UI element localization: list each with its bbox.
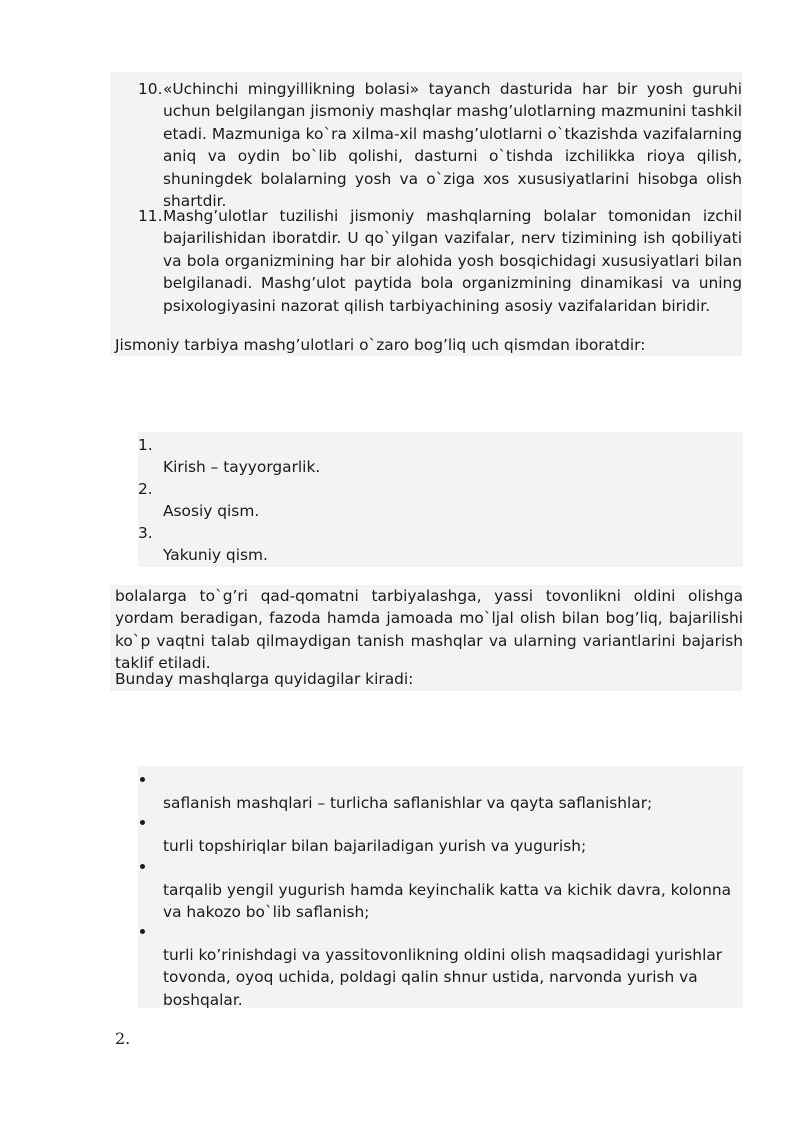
- part-text-3: Yakuniy qism.: [163, 546, 268, 564]
- numbered-item-10: [138, 78, 742, 212]
- bullet-dot-3: [140, 864, 145, 869]
- intro-exercises-text: Bunday mashqlarga quyidagilar kiradi:: [115, 670, 414, 688]
- bullet-text-1: saflanish mashqlari – turlicha saflanishlar va qayta saflanishlar;: [163, 794, 653, 812]
- part-number-1: 1.: [138, 436, 153, 454]
- intro-parts-text: Jismoniy tarbiya mashg’ulotlari o`zaro bog’liq uch qismdan iboratdir:: [115, 336, 646, 354]
- footer-number: 2.: [115, 1029, 131, 1048]
- numbered-item-11: [138, 205, 742, 317]
- part-number-2: 2.: [138, 480, 153, 498]
- bullet-dot-4: [140, 929, 145, 934]
- item-number: 11.: [138, 207, 163, 225]
- part-text-2: Asosiy qism.: [163, 502, 260, 520]
- bullet-dot-2: [140, 820, 145, 825]
- part-text-1: Kirish – tayyorgarlik.: [163, 458, 321, 476]
- part-number-3: 3.: [138, 524, 153, 542]
- item-number: 10.: [138, 80, 163, 98]
- bullet-text-3: tarqalib yengil yugurish hamda keyinchalik katta va kichik davra, kolonna va hakozo bo`lib saflanish;: [163, 881, 732, 922]
- bullet-text-4: turli ko’rinishdagi va yassitovonlikning oldini olish maqsadidagi yurishlar tovonda, oyoq uchida, poldagi qalin shnur ustida, narvonda yurish va boshqalar.: [163, 946, 723, 1009]
- item-text: «Uchinchi mingyillikning bolasi» tayanch dasturida har bir yosh guruhi uchun belgilangan jismoniy mashqlar mashg’ulotlarning mazmunini tashkil etadi. Mazmuniga ko`ra xilma-xil mashg’ulotlarni o`tkazishda vazifalarning aniq va oydin bo`lib qolishi, dasturni o`tishda izchilikka rioya qilish, shuningdek bolalarning yosh va o`ziga xos xususiyatlarini hisobga olish shartdir.: [163, 80, 742, 211]
- bullet-dot-1: [140, 777, 145, 782]
- bullet-text-2: turli topshiriqlar bilan bajariladigan yurish va yugurish;: [163, 837, 587, 855]
- item-text: Mashg’ulotlar tuzilishi jismoniy mashqlarning bolalar tomonidan izchil bajarilishidan iboratdir. U qo`yilgan vazifalar, nerv tizimining ish qobiliyati va bola organizmining har bir alohida yosh bosqichidagi xususiyatlari bilan belgilanadi. Mashg’ulot paytida bola organizmining dinamikasi va uning psixologiyasini nazorat qilish tarbiyachining asosiy vazifalaridan biridir.: [163, 207, 742, 315]
- exercises-paragraph: bolalarga to`g’ri qad-qomatni tarbiyalashga, yassi tovonlikni oldini olishga yordam beradigan, fazoda hamda jamoada mo`ljal olish bilan bog’liq, bajarilishi ko`p vaqtni talab qilmaydigan tanish mashqlar va ularning variantlarini bajarish taklif etiladi.: [115, 587, 743, 673]
